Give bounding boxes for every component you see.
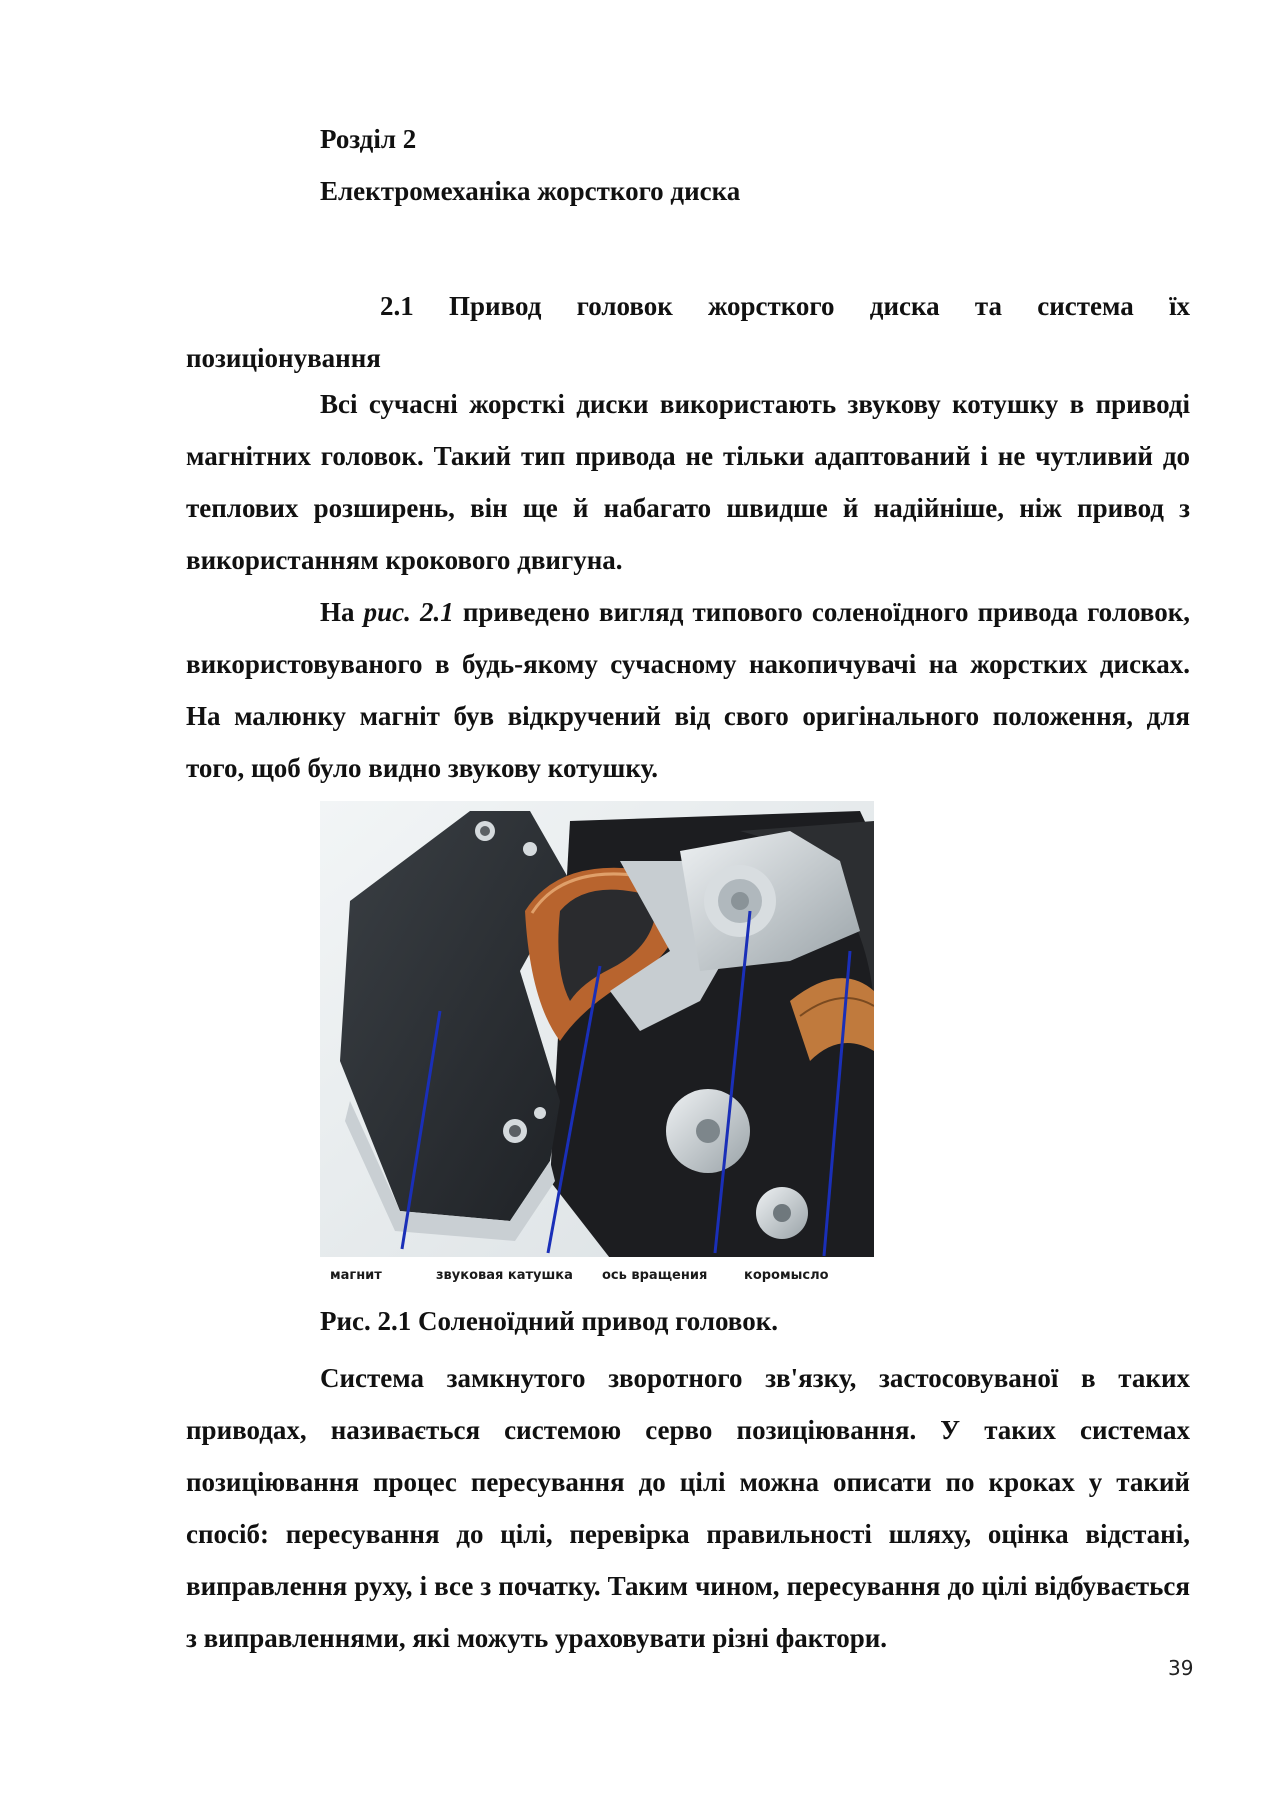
paragraph-2-text: приведено вигляд типового соленоїдного привода головок, використовуваного в будь-якому сучасному накопичувачі на жорстких дисках. На малюнку магніт був відкручений від свого оригінального положення, для того, щоб було видно звукову котушку. <box>186 597 1190 783</box>
paragraph-2-prefix: На <box>320 597 364 627</box>
label-voice-coil: звуковая катушка <box>436 1268 573 1283</box>
label-rocker-arm: коромысло <box>744 1268 829 1283</box>
page-number: 39 <box>1168 1656 1194 1680</box>
chapter-heading: Розділ 2 <box>320 124 417 154</box>
section-title: 2.1 Привод головок жорсткого диска та система їх позиціонування <box>186 291 1190 373</box>
figure-labels <box>320 1259 874 1289</box>
chapter-title: Електромеханіка жорсткого диска <box>320 176 741 206</box>
actuator-photo-illustration <box>320 801 874 1289</box>
paragraph-2 <box>186 586 1190 794</box>
paragraph-3: Система замкнутого зворотного зв'язку, застосовуваної в таких приводах, називається системою серво позиціювання. У таких системах позиціювання процес пересування до цілі можна описати по кроках у такий спосіб: пересування до цілі, перевірка правильності шляху, оцінка відстані, виправлення руху, і все з початку. Таким чином, пересування до цілі відбувається з виправленнями, які можуть ураховувати різні фактори. <box>186 1363 1190 1653</box>
figure-reference: рис. 2.1 <box>363 597 454 627</box>
label-pivot-axis: ось вращения <box>602 1268 708 1283</box>
paragraph-1: Всі сучасні жорсткі диски використають звукову котушку в приводі магнітних головок. Такий тип привода не тільки адаптований і не чутливий до теплових розширень, він ще й набагато швидше й надійніше, ніж привод з використанням крокового двигуна. <box>186 389 1190 575</box>
figure-caption: Рис. 2.1 Соленоїдний привод головок. <box>320 1306 779 1336</box>
figure-solenoid-actuator <box>320 801 874 1289</box>
label-magnet: магнит <box>330 1268 382 1283</box>
